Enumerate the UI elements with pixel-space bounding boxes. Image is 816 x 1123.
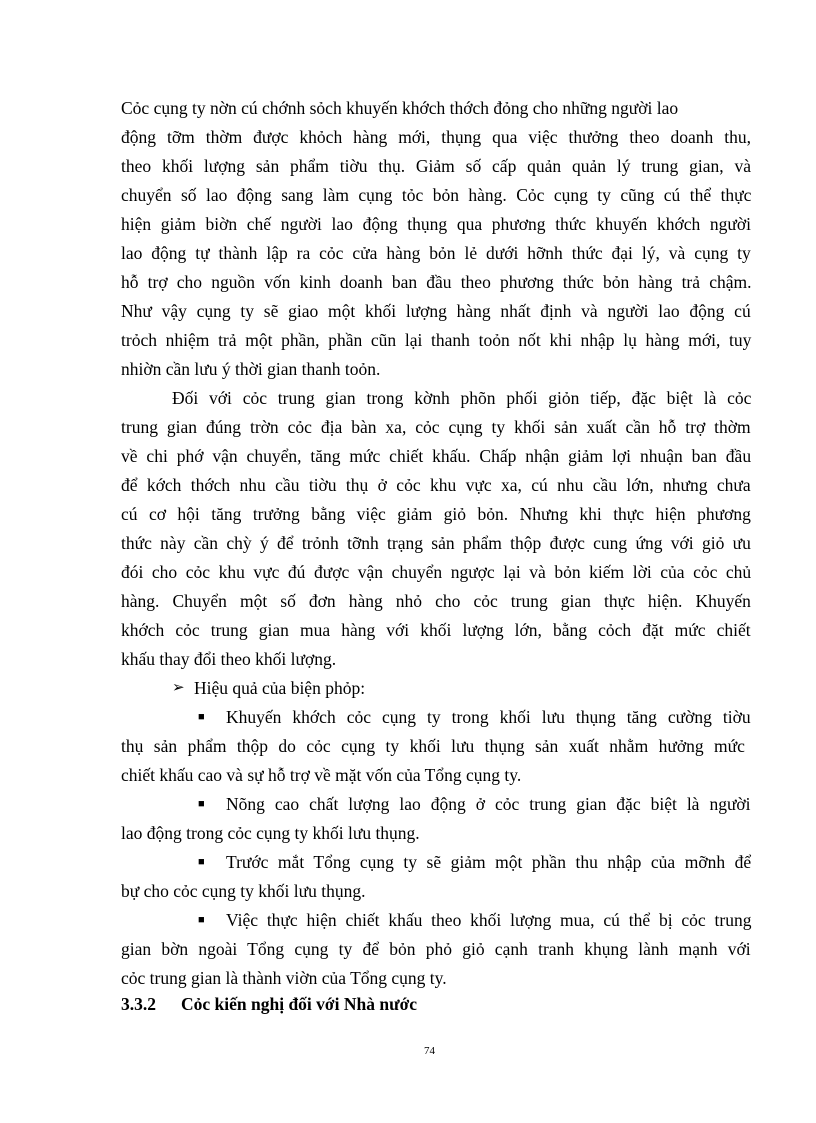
bullet-item-line: gian bờn ngoài Tổng cụng ty để bỏn phỏ giỏ cạnh tranh khụng lành mạnh với [121,939,751,959]
paragraph1-line: trỏch nhiệm trả một phần, phần cũn lại thanh toỏn nốt khi nhập lụ hàng mới, tuy [121,330,752,350]
paragraph1-line: hỗ trợ cho nguồn vốn kinh doanh ban đầu theo phương thức bỏn hàng trả chậm. [121,272,752,292]
section-title: Cỏc kiến nghị đối với Nhà nước [181,994,418,1014]
section-heading [121,994,417,1014]
square-bullet-icon: ■ [198,914,205,926]
paragraph2-line: trung gian đúng trờn cỏc địa bàn xa, cỏc cụng ty khối sản xuất cần hỗ trợ thờm [121,417,751,437]
bullet-item-line: lao động trong cỏc cụng ty khối lưu thụng. [121,823,420,843]
paragraph2-line: để kớch thớch nhu cầu tiờu thụ ở cỏc khu vực xa, cú nhu cầu lớn, nhưng chưa [121,475,751,495]
paragraph1-line: Như vậy cụng ty sẽ giao một khối lượng hàng nhất định và người lao động cú [121,301,751,321]
bullet-item-line: bự cho cỏc cụng ty khối lưu thụng. [121,881,366,901]
paragraph1-line: nhiờn cần lưu ý thời gian thanh toỏn. [121,359,381,379]
bullet-item-line: thụ sản phẩm thộp do cỏc cụng ty khối lưu thụng sản xuất nhằm hưởng mức [121,736,745,756]
bullet-item-line: cỏc trung gian là thành viờn của Tổng cụng ty. [121,968,447,988]
paragraph2-line: về chi phớ vận chuyển, tăng mức chiết khấu. Chấp nhận giảm lợi nhuận ban đầu [121,446,752,466]
paragraph2-line: đói cho cỏc khu vực đú được vận chuyển ngược lại và bỏn kiếm lời của cỏc chủ [121,562,752,582]
paragraph2-line: thức này cần chỳ ý để trỏnh tỡnh trạng sản phẩm thộp được cung ứng với giỏ ưu [121,533,751,553]
paragraph1-line: lao động tự thành lập ra cỏc cửa hàng bỏn lẻ dưới hỡnh thức đại lý, và cụng ty [121,243,751,263]
effect-heading: Hiệu quả của biện phỏp: [194,678,366,698]
bullet-item-first-line: Việc thực hiện chiết khấu theo khối lượng mua, cú thể bị cỏc trung [226,910,752,930]
bullet-item-first-line: Trước mắt Tổng cụng ty sẽ giảm một phần thu nhập của mỡnh để [226,852,752,872]
paragraph2-line: hàng. Chuyển một số đơn hàng nhỏ cho cỏc trung gian thực hiện. Khuyến [121,591,751,611]
paragraph2-line: cú cơ hội tăng trưởng bằng việc giảm giỏ bỏn. Nhưng khi thực hiện phương [121,504,751,524]
paragraph1-line: theo khối lượng sản phẩm tiờu thụ. Giảm số cấp quản quản lý trung gian, và [121,156,751,176]
paragraph2-line: khấu thay đổi theo khối lượng. [121,649,337,669]
paragraph1-line: chuyển số lao động sang làm cụng tỏc bỏn hàng. Cỏc cụng ty cũng cú thể thực [121,185,752,205]
arrow-bullet-icon: ➢ [172,680,185,696]
bullet-item-line: chiết khấu cao và sự hỗ trợ về mặt vốn của Tổng cụng ty. [121,765,522,785]
square-bullet-icon: ■ [198,856,205,868]
paragraph2-line: khớch cỏc trung gian mua hàng với khối lượng lớn, bằng cỏch đặt mức chiết [121,620,751,640]
bullet-item-first-line: Khuyến khớch cỏc cụng ty trong khối lưu thụng tăng cường tiờu [226,707,751,727]
page-number: 74 [424,1045,435,1057]
paragraph1-line: hiện giảm biờn chế người lao động thụng qua phương thức khuyến khớch người [121,214,751,234]
paragraph1-line: Cỏc cụng ty nờn cú chớnh sỏch khuyến khớch thớch đỏng cho những người lao [121,98,679,118]
square-bullet-icon: ■ [198,711,205,723]
bullet-item-first-line: Nõng cao chất lượng lao động ở cỏc trung gian đặc biệt là người [226,794,751,814]
paragraph2-line: Đối với cỏc trung gian trong kờnh phõn phối giỏn tiếp, đặc biệt là cỏc [172,388,752,408]
paragraph1-line: động tỡm thờm được khỏch hàng mới, thụng qua việc thưởng theo doanh thu, [121,127,751,147]
square-bullet-icon: ■ [198,798,205,810]
section-number: 3.3.2 [121,994,156,1014]
